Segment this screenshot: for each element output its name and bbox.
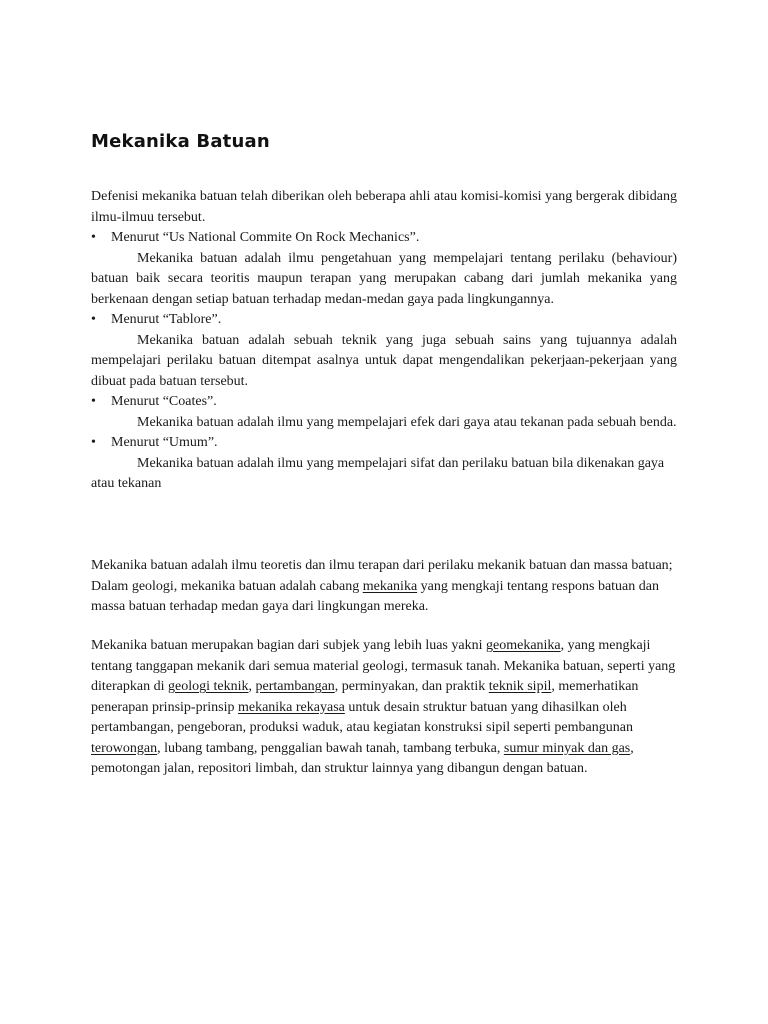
definition-heading-text: Menurut “Coates”. <box>111 394 217 409</box>
bullet-marker: • <box>91 230 96 245</box>
definition-heading-text: Menurut “Umum”. <box>111 435 218 450</box>
text-run: Mekanika batuan adalah ilmu teoretis dan ilmu terapan dari perilaku mekanik batuan dan massa batuan; Dalam geologi, mekanika batuan adalah cabang <box>91 558 673 594</box>
link-sumur-minyak-dan-gas[interactable]: sumur minyak dan gas <box>503 740 631 756</box>
definition-text: Mekanika batuan adalah ilmu yang mempelajari sifat dan perilaku batuan bila dikenakan gaya atau tekanan <box>91 455 665 491</box>
definition-heading <box>91 433 677 454</box>
bullet-marker: • <box>91 394 96 409</box>
text-run: yang mengkaji tentang respons batuan dan massa batuan terhadap medan gaya dari lingkungan mereka. <box>91 578 659 614</box>
definition-heading <box>91 228 677 249</box>
link-pertambangan[interactable]: pertambangan <box>255 679 335 694</box>
text-run: , lubang tambang, penggalian bawah tanah, tambang terbuka, <box>157 740 504 756</box>
definition-heading <box>91 310 677 331</box>
text-run: , memerhatikan penerapan prinsip-prinsip <box>91 679 639 715</box>
bullet-marker: • <box>91 312 96 327</box>
definitions-section <box>91 187 677 495</box>
link-terowongan[interactable]: terowongan <box>91 740 158 756</box>
text-run: , pemotongan jalan, repositori limbah, dan struktur lainnya yang dibangun dengan batuan. <box>91 740 634 776</box>
text-run: , yang mengkaji tentang tanggapan mekanik dari semua material geologi, termasuk tanah. Mekanika batuan, seperti yang diterapkan di <box>91 638 676 694</box>
definition-heading <box>91 392 677 413</box>
definition-text: Mekanika batuan adalah ilmu yang mempelajari efek dari gaya atau tekanan pada sebuah benda. <box>137 414 677 430</box>
definition-text: Mekanika batuan adalah ilmu pengetahuan yang mempelajari tentang perilaku (behaviour) batuan baik secara teoritis maupun terapan yang merupakan cabang dari jumlah mekanika yang berkenaan dengan setiap batuan terhadap medan-medan gaya pada lingkungannya. <box>91 250 677 307</box>
text-run: , <box>248 679 256 694</box>
definition-heading-text: Menurut “Tablore”. <box>111 312 222 327</box>
link-teknik-sipil[interactable]: teknik sipil <box>488 679 552 694</box>
paragraph-rock-mechanics-definition <box>91 556 677 618</box>
link-mekanika[interactable]: mekanika <box>362 578 418 594</box>
link-geologi-teknik[interactable]: geologi teknik <box>167 679 249 694</box>
bullet-marker: • <box>91 435 96 450</box>
paragraph-geomechanics <box>91 636 677 780</box>
link-geomekanika[interactable]: geomekanika <box>486 638 561 653</box>
definition-text: Mekanika batuan adalah sebuah teknik yang juga sebuah sains yang tujuannya adalah mempelajari perilaku batuan ditempat asalnya untuk dapat mengendalikan pekerjaan-pekerjaan yang dibuat pada batuan tersebut. <box>91 332 677 389</box>
definition-heading-text: Menurut “Us National Commite On Rock Mechanics”. <box>111 230 420 245</box>
link-mekanika-rekayasa[interactable]: mekanika rekayasa <box>237 699 345 715</box>
intro-paragraph: Defenisi mekanika batuan telah diberikan oleh beberapa ahli atau komisi-komisi yang bergerak dibidang ilmu-ilmuu tersebut. <box>91 189 677 225</box>
page-title: Mekanika Batuan <box>91 131 270 152</box>
text-run: untuk desain struktur batuan yang dihasilkan oleh pertambangan, pengeboran, produksi waduk, atau kegiatan konstruksi sipil seperti pembangunan <box>91 699 633 735</box>
text-run: , perminyakan, dan praktik <box>334 679 489 694</box>
text-run: Mekanika batuan merupakan bagian dari subjek yang lebih luas yakni <box>91 638 486 653</box>
